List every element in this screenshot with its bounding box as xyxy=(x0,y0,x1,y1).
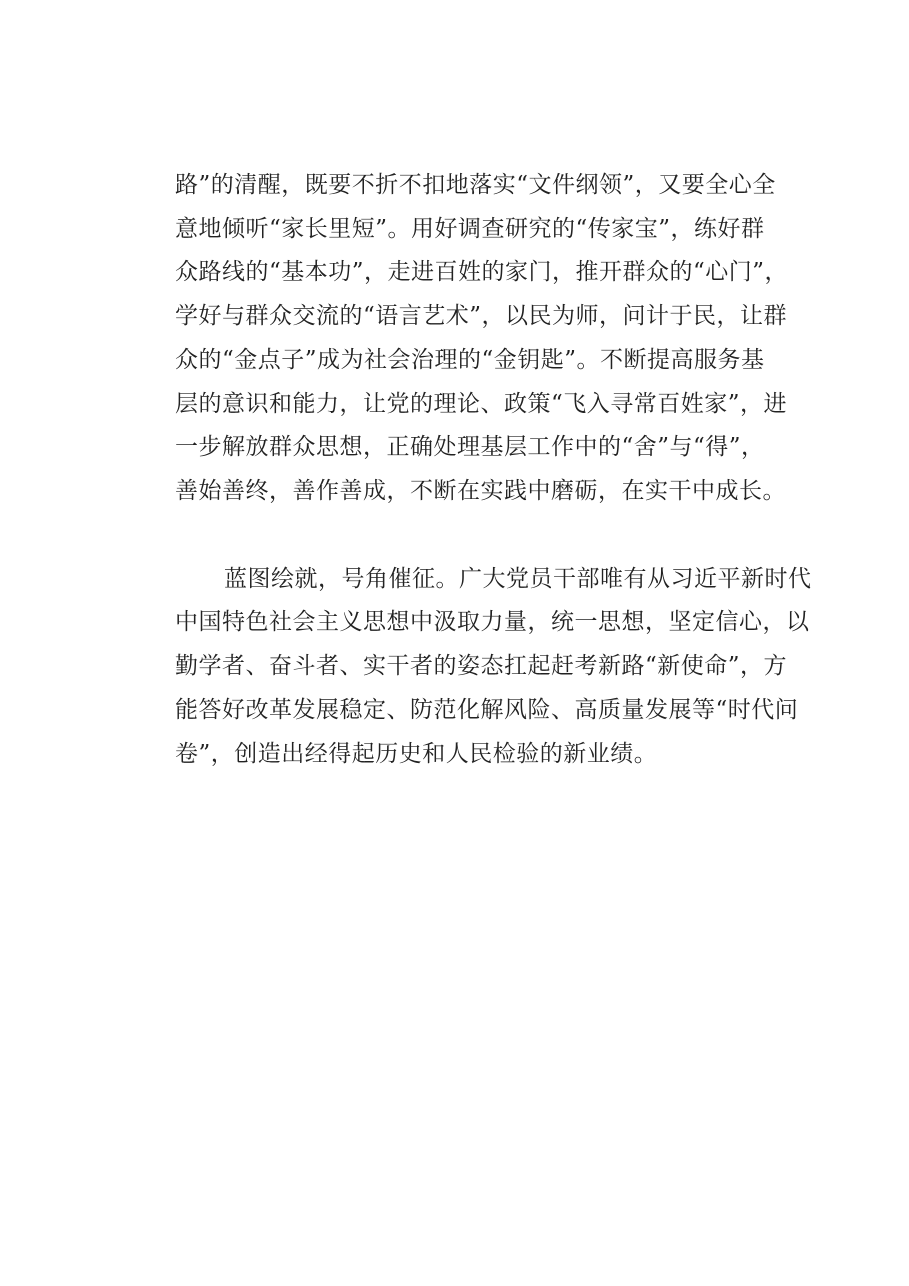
paragraph-2-line: 卷”，创造出经得起历史和人民检验的新业绩。 xyxy=(175,741,658,767)
paragraph-2-line: 能答好改革发展稳定、防范化解风险、高质量发展等“时代问 xyxy=(175,697,799,723)
paragraph-2-line: 勤学者、奋斗者、实干者的姿态扛起赶考新路“新使命”，方 xyxy=(175,653,788,679)
paragraph-1-line: 一步解放群众思想，正确处理基层工作中的“舍”与“得”， xyxy=(175,434,765,460)
paragraph-1-line: 层的意识和能力，让党的理论、政策“飞入寻常百姓家”，进 xyxy=(175,391,788,417)
paragraph-1-line: 善始善终，善作善成，不断在实践中磨砺，在实干中成长。 xyxy=(175,478,786,504)
paragraph-1-line: 众路线的“基本功”，走进百姓的家门，推开群众的“心门”， xyxy=(175,259,789,285)
paragraph-1-line: 路”的清醒，既要不折不扣地落实“文件纲领”，又要全心全 xyxy=(175,172,776,198)
paragraph-1-line: 学好与群众交流的“语言艺术”，以民为师，问计于民，让群 xyxy=(175,303,788,329)
paragraph-2-line: 蓝图绘就，号角催征。广大党员干部唯有从习近平新时代 xyxy=(224,566,812,592)
paragraph-1-line: 意地倾听“家长里短”。用好调查研究的“传家宝”，练好群 xyxy=(175,216,765,242)
paragraph-2-line: 中国特色社会主义思想中汲取力量，统一思想，坚定信心，以 xyxy=(175,609,810,635)
paragraph-1-line: 众的“金点子”成为社会治理的“金钥匙”。不断提高服务基 xyxy=(175,347,765,373)
